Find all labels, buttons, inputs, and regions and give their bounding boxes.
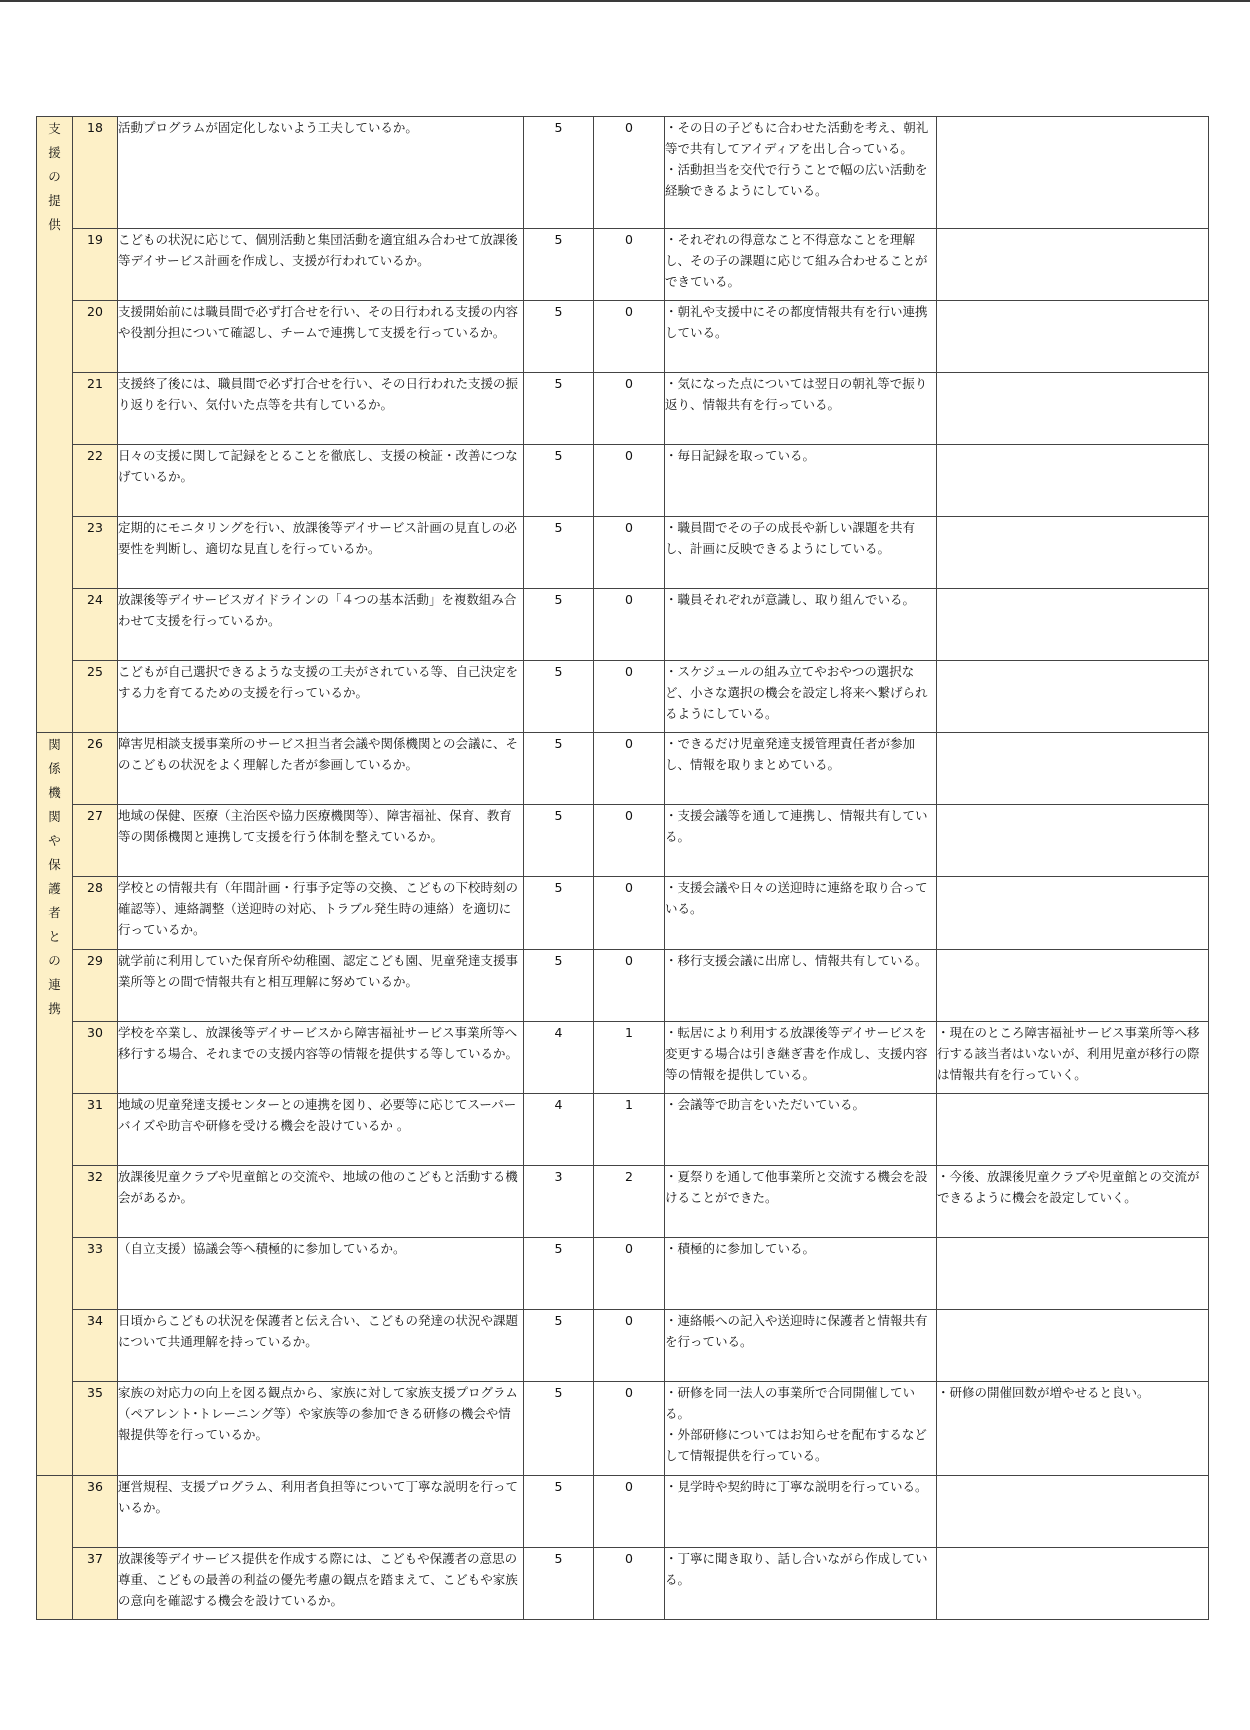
remark-text: ・丁寧に聞き取り、話し合いながら作成している。 <box>665 1548 937 1620</box>
no-count: 0 <box>594 1476 665 1548</box>
table-row <box>37 517 1209 589</box>
no-count: 0 <box>594 301 665 373</box>
question-text: 運営規程、支援プログラム、利用者負担等について丁寧な説明を行っているか。 <box>118 1476 524 1548</box>
no-count: 0 <box>594 877 665 950</box>
question-text: 就学前に利用していた保育所や幼稚園、認定こども園、児童発達支援事業所等との間で情報共有と相互理解に努めているか。 <box>118 950 524 1022</box>
improvement-text <box>937 1094 1209 1166</box>
improvement-text: ・今後、放課後児童クラブや児童館との交流ができるように機会を設定していく。 <box>937 1166 1209 1238</box>
item-number: 36 <box>73 1476 118 1548</box>
table-row <box>37 1022 1209 1094</box>
improvement-text: ・現在のところ障害福祉サービス事業所等へ移行する該当者はいないが、利用児童が移行の際は情報共有を行っていく。 <box>937 1022 1209 1094</box>
no-count: 0 <box>594 445 665 517</box>
no-count: 0 <box>594 733 665 805</box>
item-number: 28 <box>73 877 118 950</box>
improvement-text <box>937 1548 1209 1620</box>
question-text: こどもの状況に応じて、個別活動と集団活動を適宜組み合わせて放課後等デイサービス計画を作成し、支援が行われているか。 <box>118 229 524 301</box>
remark-text: ・夏祭りを通して他事業所と交流する機会を設けることができた。 <box>665 1166 937 1238</box>
remark-text: ・朝礼や支援中にその都度情報共有を行い連携している。 <box>665 301 937 373</box>
no-count: 0 <box>594 1310 665 1382</box>
question-text: 支援終了後には、職員間で必ず打合せを行い、その日行われた支援の振り返りを行い、気付いた点等を共有しているか。 <box>118 373 524 445</box>
question-text: （自立支援）協議会等へ積極的に参加しているか。 <box>118 1238 524 1310</box>
improvement-text <box>937 1238 1209 1310</box>
remark-text: ・転居により利用する放課後等デイサービスを変更する場合は引き継ぎ書を作成し、支援内容等の情報を提供している。 <box>665 1022 937 1094</box>
yes-count: 5 <box>524 1238 594 1310</box>
remark-text: ・スケジュールの組み立てやおやつの選択など、小さな選択の機会を設定し将来へ繋げられるようにしている。 <box>665 661 937 733</box>
improvement-text <box>937 877 1209 950</box>
section-label-cell <box>37 733 73 1476</box>
improvement-text <box>937 229 1209 301</box>
yes-count: 5 <box>524 805 594 877</box>
yes-count: 4 <box>524 1094 594 1166</box>
no-count: 0 <box>594 229 665 301</box>
item-number: 30 <box>73 1022 118 1094</box>
question-text: 放課後児童クラブや児童館との交流や、地域の他のこどもと活動する機会があるか。 <box>118 1166 524 1238</box>
table-row <box>37 1094 1209 1166</box>
remark-text: ・積極的に参加している。 <box>665 1238 937 1310</box>
table-row <box>37 661 1209 733</box>
no-count: 0 <box>594 373 665 445</box>
remark-text: ・支援会議等を通して連携し、情報共有している。 <box>665 805 937 877</box>
item-number: 24 <box>73 589 118 661</box>
no-count: 1 <box>594 1022 665 1094</box>
no-count: 0 <box>594 1238 665 1310</box>
item-number: 35 <box>73 1382 118 1476</box>
improvement-text <box>937 117 1209 229</box>
improvement-text <box>937 805 1209 877</box>
item-number: 20 <box>73 301 118 373</box>
table-row <box>37 1238 1209 1310</box>
question-text: 地域の児童発達支援センターとの連携を図り、必要等に応じてスーパーバイズや助言や研修を受ける機会を設けているか 。 <box>118 1094 524 1166</box>
item-number: 33 <box>73 1238 118 1310</box>
table-row <box>37 1548 1209 1620</box>
table-row <box>37 117 1209 229</box>
improvement-text <box>937 301 1209 373</box>
table-row <box>37 1166 1209 1238</box>
yes-count: 5 <box>524 1476 594 1548</box>
no-count: 2 <box>594 1166 665 1238</box>
improvement-text <box>937 950 1209 1022</box>
yes-count: 5 <box>524 950 594 1022</box>
item-number: 23 <box>73 517 118 589</box>
section-label: 支援の提供 <box>48 121 61 232</box>
section-label: 関係機関や保護者との連携 <box>48 737 61 1016</box>
yes-count: 5 <box>524 1382 594 1476</box>
remark-text: ・研修を同一法人の事業所で合同開催している。 ・外部研修についてはお知らせを配布するなどして情報提供を行っている。 <box>665 1382 937 1476</box>
no-count: 0 <box>594 117 665 229</box>
question-text: 支援開始前には職員間で必ず打合せを行い、その日行われる支援の内容や役割分担について確認し、チームで連携して支援を行っているか。 <box>118 301 524 373</box>
item-number: 21 <box>73 373 118 445</box>
yes-count: 5 <box>524 373 594 445</box>
remark-text: ・会議等で助言をいただいている。 <box>665 1094 937 1166</box>
yes-count: 5 <box>524 877 594 950</box>
yes-count: 3 <box>524 1166 594 1238</box>
table-row <box>37 301 1209 373</box>
yes-count: 5 <box>524 229 594 301</box>
yes-count: 5 <box>524 301 594 373</box>
item-number: 37 <box>73 1548 118 1620</box>
question-text: 学校との情報共有（年間計画・行事予定等の交換、こどもの下校時刻の確認等）、連絡調整（送迎時の対応、トラブル発生時の連絡）を適切に行っているか。 <box>118 877 524 950</box>
yes-count: 5 <box>524 517 594 589</box>
table-row <box>37 373 1209 445</box>
question-text: 放課後等デイサービス提供を作成する際には、こどもや保護者の意思の尊重、こどもの最善の利益の優先考慮の観点を踏まえて、こどもや家族の意向を確認する機会を設けているか。 <box>118 1548 524 1620</box>
no-count: 0 <box>594 1382 665 1476</box>
no-count: 0 <box>594 661 665 733</box>
yes-count: 4 <box>524 1022 594 1094</box>
improvement-text: ・研修の開催回数が増やせると良い。 <box>937 1382 1209 1476</box>
improvement-text <box>937 373 1209 445</box>
no-count: 1 <box>594 1094 665 1166</box>
item-number: 26 <box>73 733 118 805</box>
question-text: こどもが自己選択できるような支援の工夫がされている等、自己決定をする力を育てるための支援を行っているか。 <box>118 661 524 733</box>
remark-text: ・気になった点については翌日の朝礼等で振り返り、情報共有を行っている。 <box>665 373 937 445</box>
item-number: 19 <box>73 229 118 301</box>
improvement-text <box>937 517 1209 589</box>
remark-text: ・移行支援会議に出席し、情報共有している。 <box>665 950 937 1022</box>
remark-text: ・職員間でその子の成長や新しい課題を共有し、計画に反映できるようにしている。 <box>665 517 937 589</box>
remark-text: ・その日の子どもに合わせた活動を考え、朝礼等で共有してアイディアを出し合っている。 ・活動担当を交代で行うことで幅の広い活動を経験できるようにしている。 <box>665 117 937 229</box>
table-row <box>37 877 1209 950</box>
improvement-text <box>937 661 1209 733</box>
yes-count: 5 <box>524 1310 594 1382</box>
question-text: 活動プログラムが固定化しないよう工夫しているか。 <box>118 117 524 229</box>
question-text: 定期的にモニタリングを行い、放課後等デイサービス計画の見直しの必要性を判断し、適切な見直しを行っているか。 <box>118 517 524 589</box>
remark-text: ・連絡帳への記入や送迎時に保護者と情報共有を行っている。 <box>665 1310 937 1382</box>
no-count: 0 <box>594 589 665 661</box>
item-number: 18 <box>73 117 118 229</box>
section-label-cell <box>37 117 73 733</box>
table-row <box>37 229 1209 301</box>
item-number: 29 <box>73 950 118 1022</box>
table-row <box>37 1476 1209 1548</box>
table-row <box>37 1382 1209 1476</box>
remark-text: ・見学時や契約時に丁寧な説明を行っている。 <box>665 1476 937 1548</box>
improvement-text <box>937 733 1209 805</box>
no-count: 0 <box>594 950 665 1022</box>
section-label-cell <box>37 1476 73 1620</box>
improvement-text <box>937 589 1209 661</box>
item-number: 32 <box>73 1166 118 1238</box>
question-text: 学校を卒業し、放課後等デイサービスから障害福祉サービス事業所等へ移行する場合、それまでの支援内容等の情報を提供する等しているか。 <box>118 1022 524 1094</box>
no-count: 0 <box>594 805 665 877</box>
yes-count: 5 <box>524 733 594 805</box>
table-row <box>37 733 1209 805</box>
table-row <box>37 805 1209 877</box>
yes-count: 5 <box>524 117 594 229</box>
item-number: 27 <box>73 805 118 877</box>
no-count: 0 <box>594 1548 665 1620</box>
remark-text: ・それぞれの得意なこと不得意なことを理解し、その子の課題に応じて組み合わせることができている。 <box>665 229 937 301</box>
yes-count: 5 <box>524 589 594 661</box>
no-count: 0 <box>594 517 665 589</box>
question-text: 障害児相談支援事業所のサービス担当者会議や関係機関との会議に、そのこどもの状況をよく理解した者が参画しているか。 <box>118 733 524 805</box>
item-number: 31 <box>73 1094 118 1166</box>
yes-count: 5 <box>524 661 594 733</box>
improvement-text <box>937 445 1209 517</box>
yes-count: 5 <box>524 1548 594 1620</box>
item-number: 34 <box>73 1310 118 1382</box>
question-text: 家族の対応力の向上を図る観点から、家族に対して家族支援プログラム（ペアレント･トレーニング等）や家族等の参加できる研修の機会や情報提供等を行っているか。 <box>118 1382 524 1476</box>
question-text: 日頃からこどもの状況を保護者と伝え合い、こどもの発達の状況や課題について共通理解を持っているか。 <box>118 1310 524 1382</box>
table-row <box>37 950 1209 1022</box>
evaluation-table <box>36 116 1209 1620</box>
question-text: 放課後等デイサービスガイドラインの「４つの基本活動」を複数組み合わせて支援を行っているか。 <box>118 589 524 661</box>
question-text: 日々の支援に関して記録をとることを徹底し、支援の検証・改善につなげているか。 <box>118 445 524 517</box>
evaluation-table-body <box>37 117 1209 1620</box>
yes-count: 5 <box>524 445 594 517</box>
top-border-line <box>0 0 1250 2</box>
improvement-text <box>937 1310 1209 1382</box>
improvement-text <box>937 1476 1209 1548</box>
table-row <box>37 445 1209 517</box>
remark-text: ・毎日記録を取っている。 <box>665 445 937 517</box>
item-number: 22 <box>73 445 118 517</box>
table-row <box>37 589 1209 661</box>
item-number: 25 <box>73 661 118 733</box>
table-row <box>37 1310 1209 1382</box>
question-text: 地域の保健、医療（主治医や協力医療機関等）、障害福祉、保育、教育等の関係機関と連携して支援を行う体制を整えているか。 <box>118 805 524 877</box>
remark-text: ・できるだけ児童発達支援管理責任者が参加し、情報を取りまとめている。 <box>665 733 937 805</box>
remark-text: ・支援会議や日々の送迎時に連絡を取り合っている。 <box>665 877 937 950</box>
remark-text: ・職員それぞれが意識し、取り組んでいる。 <box>665 589 937 661</box>
